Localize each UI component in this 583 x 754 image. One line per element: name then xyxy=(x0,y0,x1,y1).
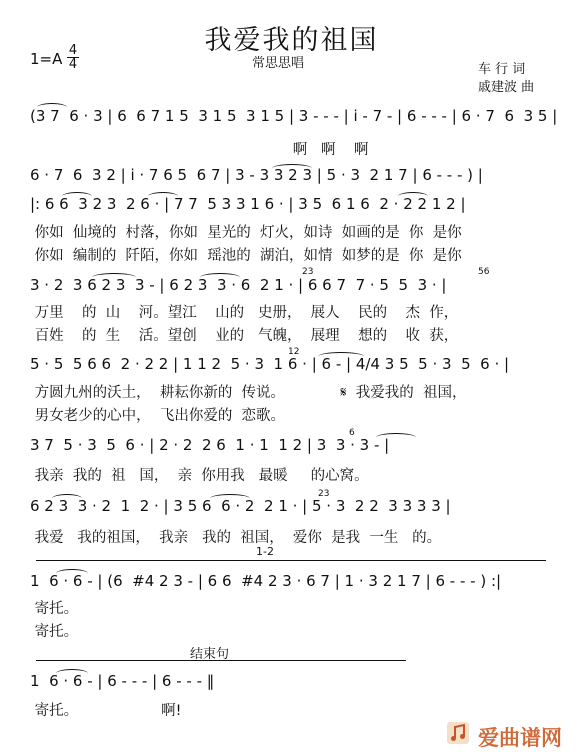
ending-label: 结束句 xyxy=(190,647,230,662)
composer-credit: 戚建波 曲 xyxy=(478,80,535,95)
music-line-7: 6 2 3 3 · 2 1 2 · | 3 5 6 6 · 2 2 1 · | 5 · 3 2 2 3 3 3 3 | xyxy=(30,497,451,515)
music-line-8: 1 6 · 6 - | (6 #4 2 3 - | 6 6 #4 2 3 · 6 7 | 1 · 3 2 1 7 | 6 - - - ) :| xyxy=(30,572,502,590)
slur-mark xyxy=(37,103,67,112)
lyric-line-9: 寄托。 啊! xyxy=(30,703,182,719)
music-line-1: (3 7 6 · 3 | 6 6 7 1 5 3 1 5 3 1 5 | 3 - - - | i - 7 - | 6 - - - | 6 · 7 6 3 5 | xyxy=(30,107,558,125)
music-line-5: 5 · 5 5 6 6 2 · 2 2 | 1 1 2 5 · 3 1 6 · | 6 - | 4/4 3 5 5 · 3 5 6 · | xyxy=(30,355,510,373)
music-line-6: 3 7 5 · 3 5 6 · | 2 · 2 2 6 1 · 1 1 2 | 3 3 · 3 - | xyxy=(30,436,390,454)
slur-mark xyxy=(200,273,240,282)
volta-bracket xyxy=(36,560,546,561)
slur-mark xyxy=(376,433,416,442)
key-signature: 1=A xyxy=(30,50,63,68)
volta-label: 1-2 xyxy=(256,545,274,558)
slur-mark xyxy=(148,192,178,201)
grace-note-2: 56 xyxy=(478,267,490,277)
slur-mark xyxy=(318,352,364,361)
lyric-line-3: 你如 仙境的 村落，你如 星光的 灯火，如诗 如画的是 你 是你 你如 编制的 阡陌，你如 瑶池的 湖泊，如情 如梦的是 你 是你 xyxy=(34,225,462,264)
lyric-line-7: 我爱 我的祖国， 我亲 我的 祖国， 爱你 是我 一生 的。 xyxy=(30,530,442,546)
slur-mark xyxy=(56,569,88,578)
slur-mark xyxy=(272,164,312,173)
grace-note-1: 23 xyxy=(302,267,314,277)
slur-mark xyxy=(92,273,136,282)
music-line-9: 1 6 · 6 - | 6 - - - | 6 - - - ‖ xyxy=(30,672,215,690)
slur-mark xyxy=(398,192,428,201)
grace-note-4: 6 xyxy=(349,428,355,438)
song-title: 我爱我的祖国 xyxy=(204,25,379,56)
music-line-4: 3 · 2 3 6 2 3 3 - | 6 2 3 3 · 6 2 1 · | 6 6 7 7 · 5 5 3 · | xyxy=(30,276,447,294)
lyric-line-4: 万里 的 山 河。望江 山的 史册， 展人 民的 杰 作， 百姓 的 生 活。望创 业的 气魄， 展理 想的 收 获， xyxy=(34,305,459,344)
time-signature xyxy=(66,44,80,71)
singer-credit: 常思思唱 xyxy=(252,56,305,71)
music-note-icon xyxy=(446,721,470,745)
grace-note-5: 23 xyxy=(318,489,330,499)
lyric-line-1: 啊 啊 啊 xyxy=(30,142,369,158)
slur-mark xyxy=(62,192,92,201)
lyricist-credit: 车 行 词 xyxy=(478,62,526,77)
watermark-text: 爱曲谱网 xyxy=(478,725,562,750)
music-line-2: 6 · 7 6 3 2 | i · 7 6 5 6 7 | 3 - 3 3 2 3 | 5 · 3 2 1 7 | 6 - - - ) | xyxy=(30,166,483,184)
music-line-3: |: 6 6 3 2 3 2 6 · | 7 7 5 3 3 1 6 · | 3 5 6 1 6 2 · 2 2 1 2 | xyxy=(30,195,466,213)
lyric-line-5: 方圆九州的沃土， 耕耘你新的 传说。 𝄋 我爱我的 祖国， 男女老少的心中， 飞出你爱的 恋歌。 xyxy=(34,385,467,424)
slur-mark xyxy=(210,494,250,503)
grace-note-3: 12 xyxy=(288,347,300,357)
slur-mark xyxy=(52,494,82,503)
meter-top: 4 xyxy=(68,43,78,58)
lyric-line-6: 我亲 我的 祖 国， 亲 你用我 最暖 的心窝。 xyxy=(30,468,369,484)
meter-bottom: 4 xyxy=(68,57,78,72)
lyric-line-8: 寄托。 寄托。 xyxy=(34,601,79,640)
slur-mark xyxy=(56,669,88,678)
